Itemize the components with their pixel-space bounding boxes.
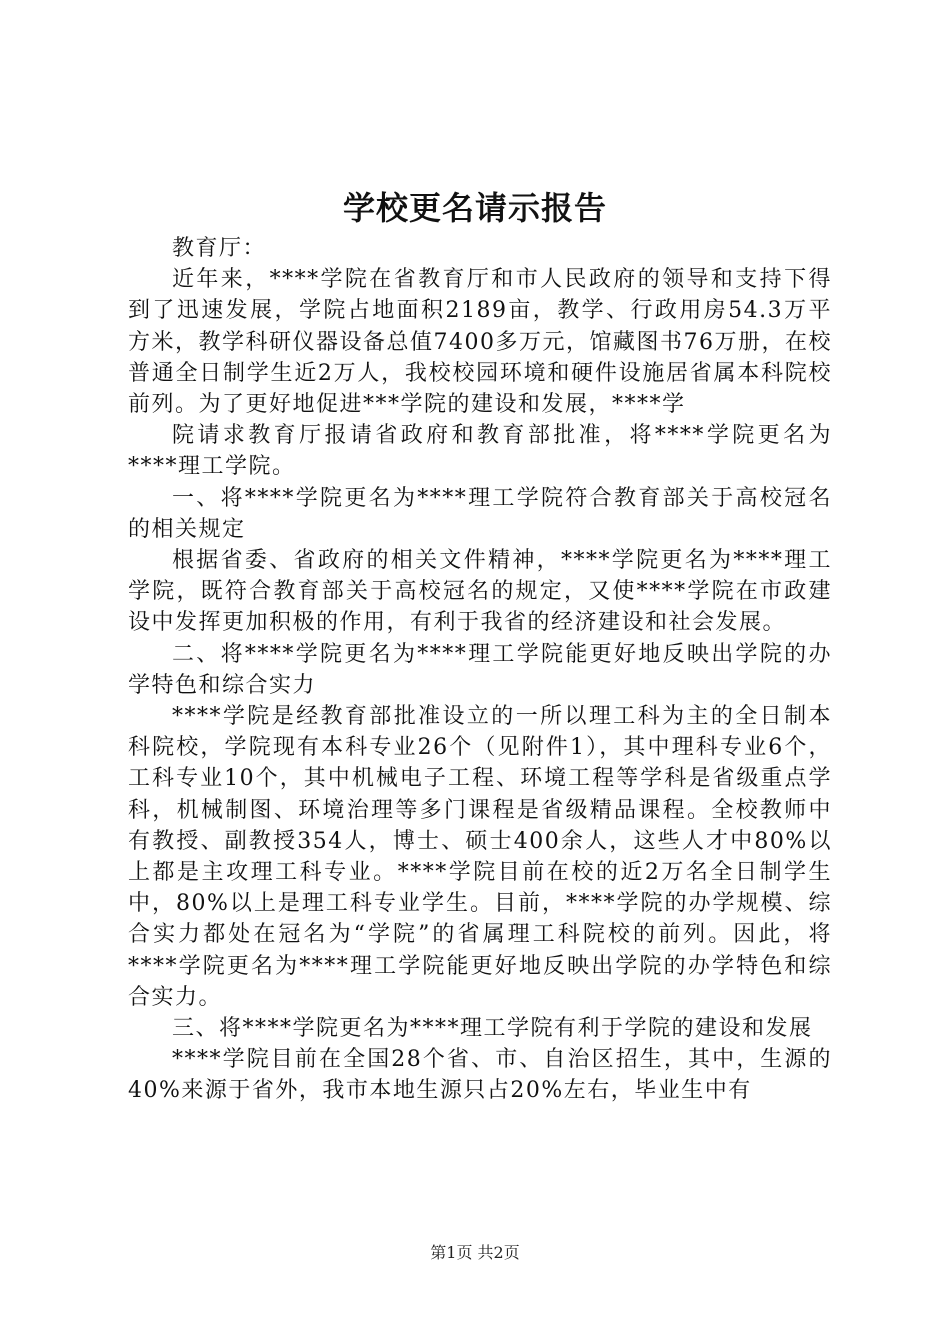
paragraph: 近年来，****学院在省教育厅和市人民政府的领导和支持下得到了迅速发展，学院占地面积2189亩，教学、行政用房54.3万平方米，教学科研仪器设备总值7400多万元，馆藏图书76万册，在校普通全日制学生近2万人，我校校园环境和硬件设施居省属本科院校前列。为了更好地促进***学院的建设和发展，****学 [128, 267, 833, 418]
section-heading-1: 一、将****学院更名为****理工学院符合教育部关于高校冠名的相关规定 [128, 485, 832, 542]
document-title: 学校更名请示报告 [342, 189, 607, 227]
section-heading-3: 三、将****学院更名为****理工学院有利于学院的建设和发展 [172, 1016, 813, 1042]
paragraph: ****学院目前在全国28个省、市、自治区招生，其中，生源的40%来源于省外，我市本地生源只占20%左右，毕业生中有 [128, 1047, 832, 1104]
paragraph-salutation: 教育厅： [172, 236, 267, 261]
page-number-footer: 第1页 共2页 [430, 1243, 520, 1262]
document-body [128, 233, 832, 1107]
paragraph: 院请求教育厅报请省政府和教育部批准，将****学院更名为****理工学院。 [128, 423, 832, 480]
section-heading-2: 二、将****学院更名为****理工学院能更好地反映出学院的办学特色和综合实力 [128, 641, 832, 698]
paragraph: 根据省委、省政府的相关文件精神，****学院更名为****理工学院，既符合教育部关于高校冠名的规定，又使****学院在市政建设中发挥更加积极的作用，有利于我省的经济建设和社会发展。 [128, 548, 832, 636]
paragraph: ****学院是经教育部批准设立的一所以理工科为主的全日制本科院校，学院现有本科专业26个（见附件1），其中理科专业6个，工科专业10个，其中机械电子工程、环境工程等学科是省级重点学科，机械制图、环境治理等多门课程是省级精品课程。全校教师中有教授、副教授354人，博士、硕士400余人，这些人才中80%以上都是主攻理工科专业。****学院目前在校的近2万名全日制学生中，80%以上是理工科专业学生。目前，****学院的办学规模、综合实力都处在冠名为“学院”的省属理工科院校的前列。因此，将****学院更名为****理工学院能更好地反映出学院的办学特色和综合实力。 [128, 704, 832, 1010]
